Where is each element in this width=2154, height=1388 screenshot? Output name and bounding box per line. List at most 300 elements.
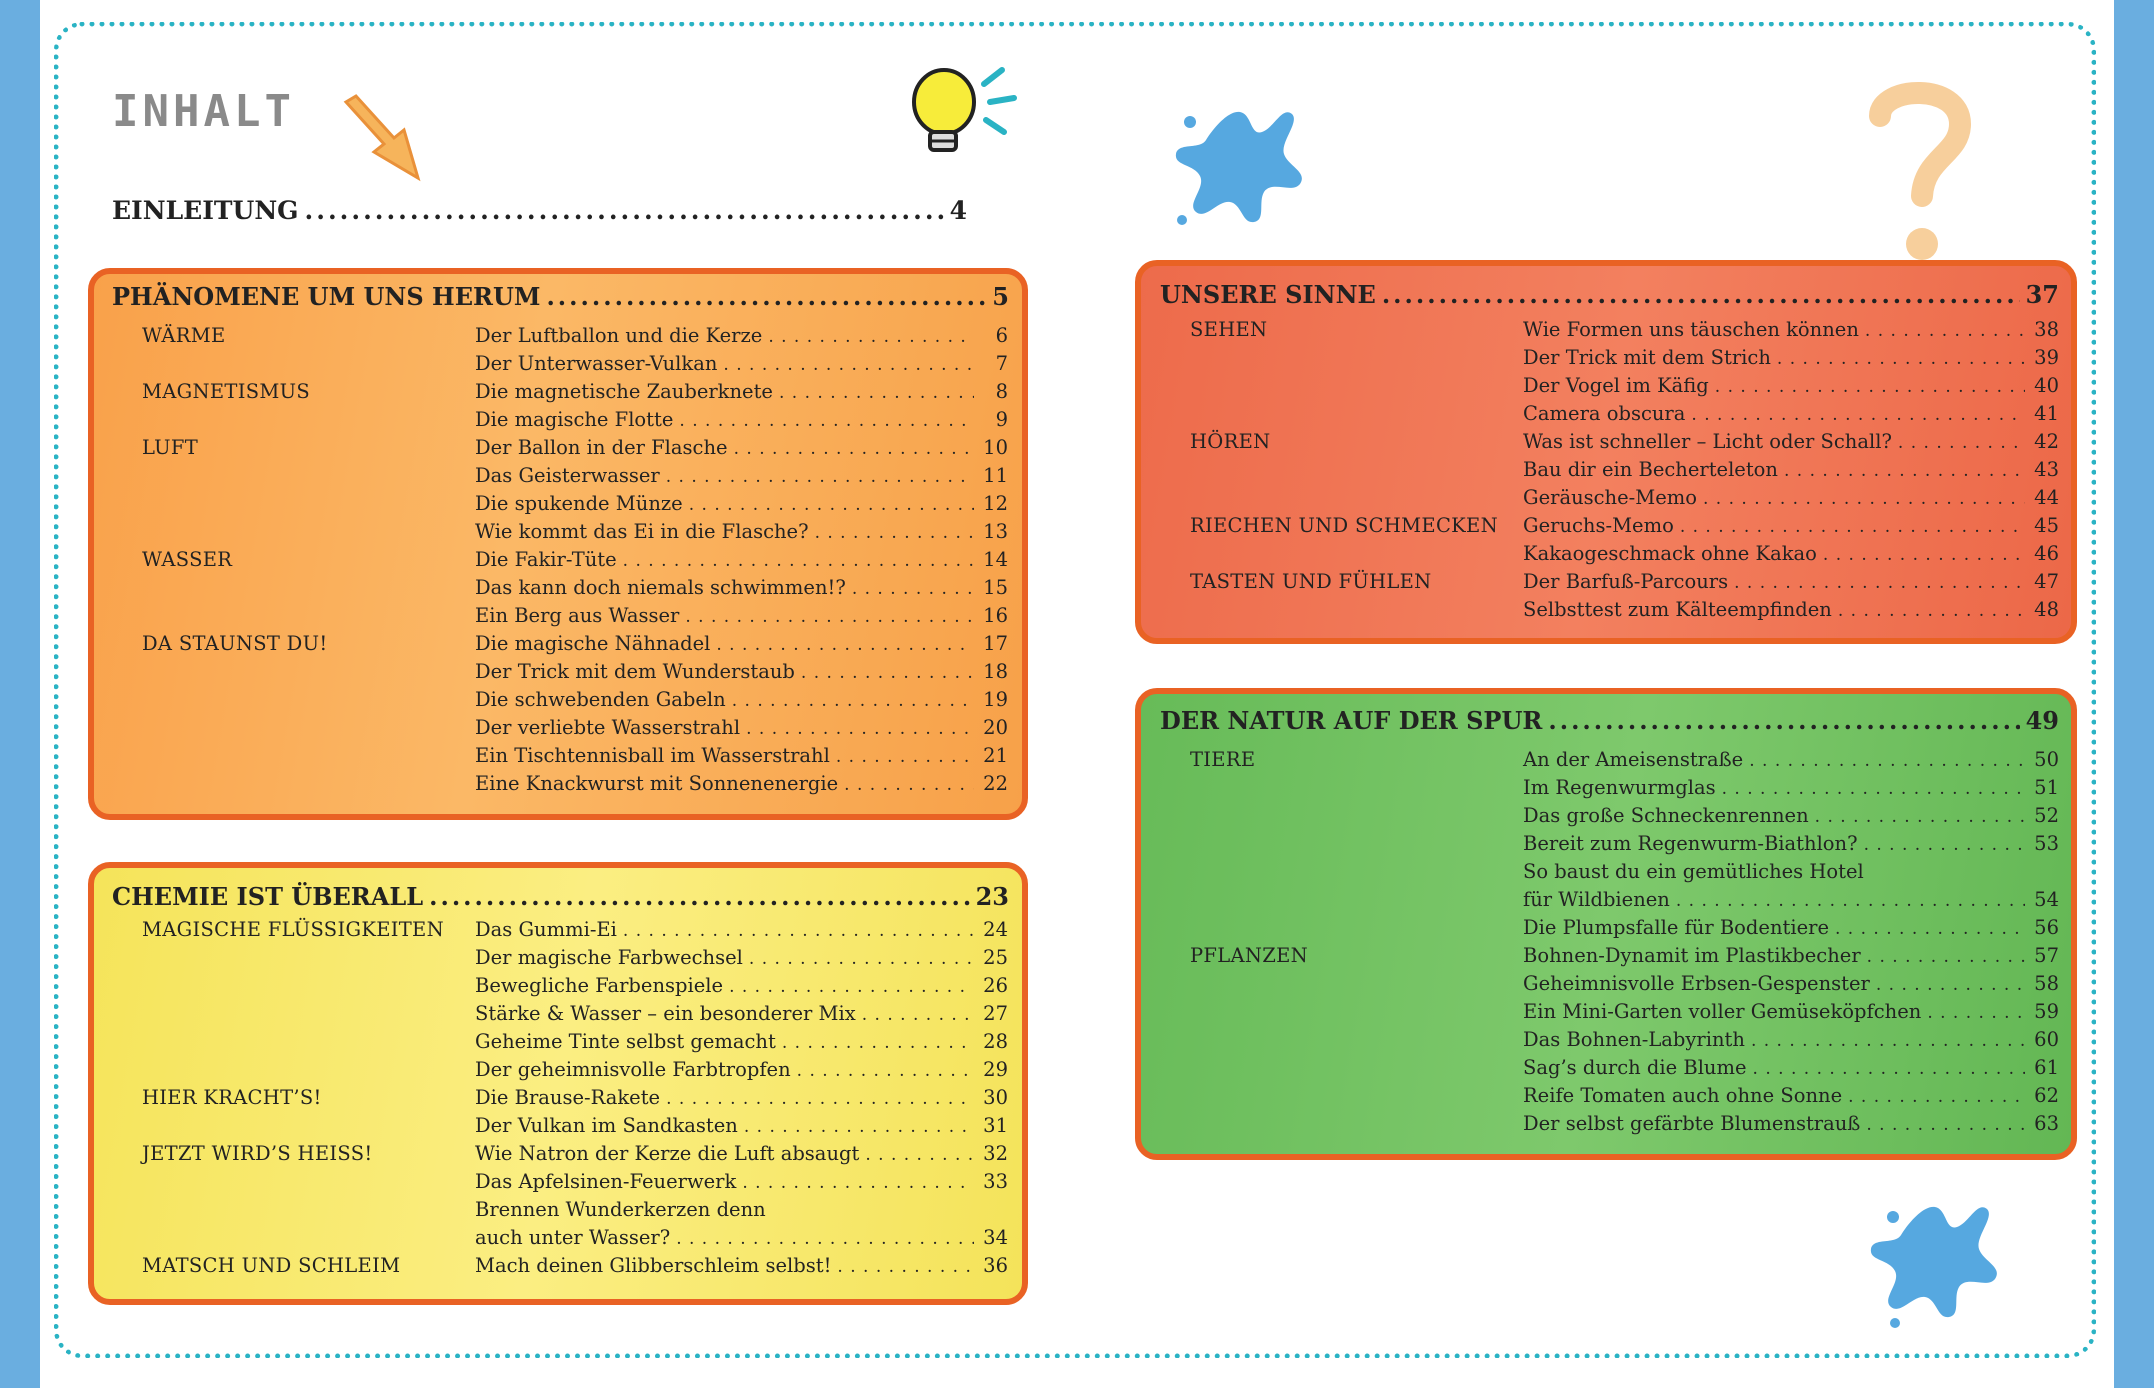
entry-page: 22: [983, 772, 1008, 795]
entry-title: Stärke & Wasser – ein besonderer Mix: [475, 1002, 856, 1025]
toc-entry[interactable]: [475, 946, 1008, 969]
toc-row[interactable]: [1190, 458, 2059, 486]
toc-entry[interactable]: [1523, 860, 2059, 883]
toc-entry[interactable]: [475, 716, 1008, 739]
toc-row[interactable]: [142, 324, 1008, 352]
toc-row[interactable]: [142, 576, 1008, 604]
category-label: MAGNETISMUS: [142, 380, 311, 403]
entry-title: Der verliebte Wasserstrahl: [475, 716, 741, 739]
category-label: RIECHEN UND SCHMECKEN: [1190, 514, 1498, 537]
leader-dots: [1715, 377, 2025, 397]
leader-dots: [1703, 489, 2025, 509]
leader-dots: [746, 719, 974, 739]
leader-dots: [1927, 1003, 2025, 1023]
toc-entry[interactable]: [1523, 1084, 2059, 1107]
leader-dots: [1749, 751, 2025, 771]
entry-page: 40: [2034, 374, 2059, 397]
entry-page: 38: [2034, 318, 2059, 341]
leader-dots: [1722, 779, 2025, 799]
toc-row[interactable]: [142, 744, 1008, 772]
toc-row[interactable]: [142, 408, 1008, 436]
entry-title: An der Ameisenstraße: [1523, 748, 1744, 771]
toc-entry[interactable]: [1523, 944, 2059, 967]
intro-page: 4: [949, 196, 967, 225]
leader-dots: [844, 775, 974, 795]
leader-dots: [768, 327, 974, 347]
toc-entry[interactable]: [475, 1030, 1008, 1053]
entry-title: Der Unterwasser-Vulkan: [475, 352, 718, 375]
entry-page: 41: [2034, 402, 2059, 425]
toc-row[interactable]: [1190, 972, 2059, 1000]
entry-title: Der geheimnisvolle Farbtropfen: [475, 1058, 791, 1081]
toc-row[interactable]: [142, 1198, 1008, 1226]
toc-entry[interactable]: [1523, 570, 2059, 593]
toc-row[interactable]: [1190, 832, 2059, 860]
toc-entry[interactable]: [475, 918, 1008, 941]
entry-page: 7: [995, 352, 1008, 375]
category-label: LUFT: [142, 436, 199, 459]
entry-page: 50: [2034, 748, 2059, 771]
toc-row[interactable]: [1190, 748, 2059, 776]
toc-entry[interactable]: [475, 604, 1008, 627]
entry-page: 47: [2034, 570, 2059, 593]
entry-page: 15: [983, 576, 1008, 599]
light-bulb-icon: [898, 62, 1048, 162]
leader-dots: [779, 383, 974, 403]
entry-page: 51: [2034, 776, 2059, 799]
entry-page: 20: [983, 716, 1008, 739]
section-entries: [142, 918, 1008, 1282]
toc-row[interactable]: [1190, 1084, 2059, 1112]
leader-dots: [862, 1005, 974, 1025]
entry-title: Ein Berg aus Wasser: [475, 604, 680, 627]
entry-page: 29: [983, 1058, 1008, 1081]
toc-entry[interactable]: [1523, 1056, 2059, 1079]
leader-dots: [623, 551, 974, 571]
paint-splash-icon: [1170, 92, 1310, 232]
toc-entry[interactable]: [1523, 804, 2059, 827]
leader-dots: [666, 1089, 974, 1109]
leader-dots: [732, 691, 974, 711]
category-label: HIER KRACHT’S!: [142, 1086, 322, 1109]
toc-entry[interactable]: [475, 688, 1008, 711]
entry-title: Der Ballon in der Flasche: [475, 436, 728, 459]
toc-row[interactable]: [142, 1114, 1008, 1142]
entry-title: Bereit zum Regenwurm-Biathlon?: [1523, 832, 1858, 855]
entry-page: 24: [983, 918, 1008, 941]
entry-title: Das kann doch niemals schwimmen!?: [475, 576, 846, 599]
category-label: HÖREN: [1190, 430, 1271, 453]
entry-page: 32: [983, 1142, 1008, 1165]
category-label: JETZT WIRD’S HEISS!: [142, 1142, 373, 1165]
leader-dots: [666, 467, 974, 487]
entry-title: Wie kommt das Ei in die Flasche?: [475, 520, 809, 543]
leader-dots: [1691, 405, 2025, 425]
leader-dots: [801, 663, 974, 683]
leader-dots: [1680, 517, 2025, 537]
toc-row[interactable]: [142, 436, 1008, 464]
leader-dots: [1734, 573, 2025, 593]
toc-entry[interactable]: [475, 1058, 1008, 1081]
entry-title: Das Apfelsinen-Feuerwerk: [475, 1170, 737, 1193]
entry-title: Der magische Farbwechsel: [475, 946, 743, 969]
entry-page: 11: [983, 464, 1008, 487]
question-mark-icon: [1860, 76, 1980, 266]
leader-dots: [689, 495, 974, 515]
section-heading[interactable]: PHÄNOMENE UM UNS HERUM ..... 5: [112, 282, 1009, 311]
entry-title: Ein Mini-Garten voller Gemüseköpfchen: [1523, 1000, 1922, 1023]
toc-row[interactable]: [1190, 374, 2059, 402]
entry-title: Geheimnisvolle Erbsen-Gespenster: [1523, 972, 1870, 995]
toc-row[interactable]: [1190, 430, 2059, 458]
toc-entry[interactable]: [475, 436, 1008, 459]
leader-dots: [1848, 1087, 2025, 1107]
toc-entry[interactable]: [1523, 1112, 2059, 1135]
leader-dots: [723, 355, 974, 375]
toc-row[interactable]: [142, 548, 1008, 576]
category-label: WASSER: [142, 548, 233, 571]
entry-page: 43: [2034, 458, 2059, 481]
toc-row[interactable]: [142, 1142, 1008, 1170]
leader-dots: [815, 523, 974, 543]
toc-entry[interactable]: [1523, 542, 2059, 565]
toc-entry[interactable]: [1523, 1000, 2059, 1023]
toc-entry[interactable]: [475, 352, 1008, 375]
toc-row[interactable]: [1190, 486, 2059, 514]
entry-page: 30: [983, 1086, 1008, 1109]
intro-entry[interactable]: [112, 196, 967, 225]
toc-row[interactable]: [142, 464, 1008, 492]
toc-entry[interactable]: [1523, 748, 2059, 771]
toc-row[interactable]: [142, 1254, 1008, 1282]
leader-dots: [1751, 1031, 2025, 1051]
entry-title: Der Vulkan im Sandkasten: [475, 1114, 738, 1137]
entry-page: 57: [2034, 944, 2059, 967]
toc-entry[interactable]: [1523, 486, 2059, 509]
toc-row[interactable]: [1190, 860, 2059, 888]
toc-row[interactable]: [1190, 1056, 2059, 1084]
entry-page: 21: [983, 744, 1008, 767]
category-label: MAGISCHE FLÜSSIGKEITEN: [142, 918, 444, 941]
toc-row[interactable]: [1190, 346, 2059, 374]
entry-page: 27: [983, 1002, 1008, 1025]
toc-entry[interactable]: [475, 772, 1008, 795]
toc-row[interactable]: [1190, 944, 2059, 972]
leader-dots: [865, 1145, 974, 1165]
toc-row[interactable]: [1190, 776, 2059, 804]
toc-entry[interactable]: [1523, 514, 2059, 537]
leader-dots: [1835, 919, 2025, 939]
toc-entry[interactable]: [1523, 458, 2059, 481]
entry-page: 44: [2034, 486, 2059, 509]
entry-title: Eine Knackwurst mit Sonnenenergie: [475, 772, 839, 795]
toc-row[interactable]: [142, 946, 1008, 974]
entry-title: Die Brause-Rakete: [475, 1086, 661, 1109]
leader-dots: [305, 196, 944, 225]
toc-entry[interactable]: [1523, 402, 2059, 425]
toc-entry[interactable]: [1523, 374, 2059, 397]
toc-row[interactable]: [1190, 570, 2059, 598]
leader-dots: [1676, 891, 2025, 911]
toc-row[interactable]: [142, 492, 1008, 520]
toc-entry[interactable]: [475, 1198, 1008, 1221]
leader-dots: [685, 607, 974, 627]
toc-row[interactable]: [1190, 888, 2059, 916]
entry-title: Die magnetische Zauberknete: [475, 380, 773, 403]
toc-entry[interactable]: [475, 548, 1008, 571]
entry-title: Die spukende Münze: [475, 492, 683, 515]
toc-entry[interactable]: [1523, 598, 2059, 621]
entry-title: Das Gummi-Ei: [475, 918, 617, 941]
leader-dots: [679, 411, 974, 431]
page-title: INHALT: [112, 86, 295, 137]
entry-page: 60: [2034, 1028, 2059, 1051]
toc-row[interactable]: [142, 1226, 1008, 1254]
section-entries: [142, 324, 1008, 800]
leader-dots: [837, 1257, 974, 1277]
section-entries: [1190, 748, 2059, 1140]
toc-entry[interactable]: [475, 632, 1008, 655]
entry-page: 53: [2034, 832, 2059, 855]
entry-page: 14: [983, 548, 1008, 571]
entry-title: Die magische Flotte: [475, 408, 674, 431]
entry-title: Geräusche-Memo: [1523, 486, 1697, 509]
entry-title: Bohnen-Dynamit im Plastikbecher: [1523, 944, 1861, 967]
leader-dots: [1777, 349, 2025, 369]
toc-row[interactable]: [142, 604, 1008, 632]
toc-row[interactable]: [1190, 598, 2059, 626]
entry-page: 56: [2034, 916, 2059, 939]
toc-row[interactable]: [142, 1058, 1008, 1086]
toc-row[interactable]: [142, 1086, 1008, 1114]
entry-page: 9: [995, 408, 1008, 431]
toc-row[interactable]: [1190, 318, 2059, 346]
leader-dots: [797, 1061, 974, 1081]
toc-row[interactable]: [1190, 1028, 2059, 1056]
category-label: MATSCH UND SCHLEIM: [142, 1254, 401, 1277]
leader-dots: [1865, 321, 2025, 341]
entry-title: Die schwebenden Gabeln: [475, 688, 726, 711]
category-label: PFLANZEN: [1190, 944, 1308, 967]
entry-title: So baust du ein gemütliches Hotel: [1523, 860, 1864, 883]
entry-page: 17: [983, 632, 1008, 655]
leader-dots: [676, 1229, 974, 1249]
entry-page: 63: [2034, 1112, 2059, 1135]
entry-page: 58: [2034, 972, 2059, 995]
entry-title: Die magische Nähnadel: [475, 632, 711, 655]
entry-title: Mach deinen Glibberschleim selbst!: [475, 1254, 832, 1277]
entry-title: Der Luftballon und die Kerze: [475, 324, 763, 347]
entry-page: 46: [2034, 542, 2059, 565]
leader-dots: [744, 1117, 974, 1137]
toc-row[interactable]: [142, 688, 1008, 716]
toc-entry[interactable]: [475, 464, 1008, 487]
toc-row[interactable]: [142, 1030, 1008, 1058]
entry-title: Der Vogel im Käfig: [1523, 374, 1709, 397]
entry-page: 13: [983, 520, 1008, 543]
category-label: TIERE: [1190, 748, 1256, 771]
entry-title: Bewegliche Farbenspiele: [475, 974, 724, 997]
toc-entry[interactable]: [1523, 776, 2059, 799]
toc-entry[interactable]: [475, 1226, 1008, 1249]
toc-entry[interactable]: [1523, 318, 2059, 341]
leader-dots: [836, 747, 974, 767]
toc-entry[interactable]: [1523, 916, 2059, 939]
toc-row[interactable]: [142, 660, 1008, 688]
category-label: WÄRME: [142, 324, 226, 347]
entry-page: 18: [983, 660, 1008, 683]
intro-label: EINLEITUNG: [112, 196, 299, 225]
leader-dots: [1864, 835, 2025, 855]
entry-title: Die Plumpsfalle für Bodentiere: [1523, 916, 1829, 939]
leader-dots: [1815, 807, 2025, 827]
toc-entry[interactable]: [475, 660, 1008, 683]
toc-row[interactable]: [1190, 514, 2059, 542]
toc-entry[interactable]: [475, 1142, 1008, 1165]
leader-dots: [1753, 1059, 2025, 1079]
toc-row[interactable]: [1190, 916, 2059, 944]
toc-entry[interactable]: [475, 744, 1008, 767]
toc-entry[interactable]: [1523, 1028, 2059, 1051]
entry-title: Sag’s durch die Blume: [1523, 1056, 1747, 1079]
leader-dots: [749, 949, 974, 969]
toc-entry[interactable]: [1523, 346, 2059, 369]
entry-title: Bau dir ein Becherteleton: [1523, 458, 1778, 481]
toc-row[interactable]: [1190, 804, 2059, 832]
toc-page: [40, 0, 2114, 1388]
leader-dots: [1876, 975, 2025, 995]
toc-row[interactable]: [142, 918, 1008, 946]
entry-page: 25: [983, 946, 1008, 969]
entry-title: Camera obscura: [1523, 402, 1686, 425]
entry-title: Ein Tischtennisball im Wasserstrahl: [475, 744, 830, 767]
entry-title: Reife Tomaten auch ohne Sonne: [1523, 1084, 1843, 1107]
toc-row[interactable]: [142, 352, 1008, 380]
toc-row[interactable]: [1190, 1000, 2059, 1028]
entry-title: Die Fakir-Tüte: [475, 548, 617, 571]
entry-title: Kakaogeschmack ohne Kakao: [1523, 542, 1817, 565]
arrow-down-right-icon: [340, 92, 430, 188]
entry-page: 33: [983, 1170, 1008, 1193]
toc-entry[interactable]: [1523, 972, 2059, 995]
leader-dots: [729, 977, 974, 997]
entry-title: Im Regenwurmglas: [1523, 776, 1716, 799]
toc-row[interactable]: [1190, 542, 2059, 570]
toc-row[interactable]: [142, 716, 1008, 744]
section-heading[interactable]: UNSERE SINNE ..... 37: [1160, 280, 2059, 309]
toc-row[interactable]: [142, 632, 1008, 660]
entry-page: 61: [2034, 1056, 2059, 1079]
leader-dots: [623, 921, 974, 941]
entry-page: 39: [2034, 346, 2059, 369]
toc-entry[interactable]: [475, 974, 1008, 997]
entry-page: 10: [983, 436, 1008, 459]
entry-title: Wie Natron der Kerze die Luft absaugt: [475, 1142, 860, 1165]
toc-entry[interactable]: [475, 1086, 1008, 1109]
entry-page: 62: [2034, 1084, 2059, 1107]
entry-title: auch unter Wasser?: [475, 1226, 671, 1249]
toc-entry[interactable]: [475, 576, 1008, 599]
entry-page: 48: [2034, 598, 2059, 621]
entry-title: Das große Schneckenrennen: [1523, 804, 1809, 827]
entry-page: 54: [2034, 888, 2059, 911]
entry-title: für Wildbienen: [1523, 888, 1670, 911]
section-entries: [1190, 318, 2059, 626]
leader-dots: [1866, 1115, 2025, 1135]
entry-title: Der Trick mit dem Wunderstaub: [475, 660, 795, 683]
entry-title: Wie Formen uns täuschen können: [1523, 318, 1859, 341]
toc-entry[interactable]: [475, 1254, 1008, 1277]
toc-row[interactable]: [1190, 402, 2059, 430]
category-label: DA STAUNST DU!: [142, 632, 328, 655]
leader-dots: [1867, 947, 2025, 967]
entry-title: Geruchs-Memo: [1523, 514, 1674, 537]
toc-entry[interactable]: [1523, 430, 2059, 453]
category-label: SEHEN: [1190, 318, 1268, 341]
entry-page: 6: [995, 324, 1008, 347]
toc-row[interactable]: [142, 1170, 1008, 1198]
toc-entry[interactable]: [475, 324, 1008, 347]
entry-page: 45: [2034, 514, 2059, 537]
leader-dots: [1823, 545, 2025, 565]
entry-page: 8: [995, 380, 1008, 403]
leader-dots: [782, 1033, 974, 1053]
toc-row[interactable]: [142, 380, 1008, 408]
toc-entry[interactable]: [475, 492, 1008, 515]
entry-page: 52: [2034, 804, 2059, 827]
toc-row[interactable]: [1190, 1112, 2059, 1140]
entry-title: Brennen Wunderkerzen denn: [475, 1198, 766, 1221]
entry-title: Das Bohnen-Labyrinth: [1523, 1028, 1745, 1051]
paint-splash-icon: [1865, 1182, 2005, 1332]
leader-dots: [716, 635, 974, 655]
toc-entry[interactable]: [475, 1002, 1008, 1025]
category-label: TASTEN UND FÜHLEN: [1190, 570, 1432, 593]
toc-entry[interactable]: [475, 1170, 1008, 1193]
entry-page: 34: [983, 1226, 1008, 1249]
entry-title: Der Barfuß-Parcours: [1523, 570, 1729, 593]
entry-page: 12: [983, 492, 1008, 515]
toc-entry[interactable]: [1523, 832, 2059, 855]
toc-row[interactable]: [142, 772, 1008, 800]
toc-entry[interactable]: [475, 520, 1008, 543]
leader-dots: [1784, 461, 2025, 481]
leader-dots: [742, 1173, 974, 1193]
entry-page: 19: [983, 688, 1008, 711]
entry-title: Der selbst gefärbte Blumenstrauß: [1523, 1112, 1861, 1135]
entry-page: 42: [2034, 430, 2059, 453]
toc-row[interactable]: [142, 974, 1008, 1002]
entry-page: 28: [983, 1030, 1008, 1053]
entry-title: Das Geisterwasser: [475, 464, 660, 487]
section-heading[interactable]: CHEMIE IST ÜBERALL ..... 23: [112, 882, 1009, 911]
leader-dots: [1838, 601, 2025, 621]
entry-page: 26: [983, 974, 1008, 997]
entry-title: Was ist schneller – Licht oder Schall?: [1523, 430, 1892, 453]
toc-row[interactable]: [142, 520, 1008, 548]
toc-entry[interactable]: [475, 408, 1008, 431]
toc-row[interactable]: [142, 1002, 1008, 1030]
toc-entry[interactable]: [1523, 888, 2059, 911]
entry-title: Selbsttest zum Kälteempfinden: [1523, 598, 1832, 621]
entry-page: 59: [2034, 1000, 2059, 1023]
toc-entry[interactable]: [475, 1114, 1008, 1137]
section-heading[interactable]: DER NATUR AUF DER SPUR ..... 49: [1160, 706, 2059, 735]
entry-page: 31: [983, 1114, 1008, 1137]
toc-entry[interactable]: [475, 380, 1008, 403]
leader-dots: [1898, 433, 2025, 453]
entry-title: Der Trick mit dem Strich: [1523, 346, 1771, 369]
